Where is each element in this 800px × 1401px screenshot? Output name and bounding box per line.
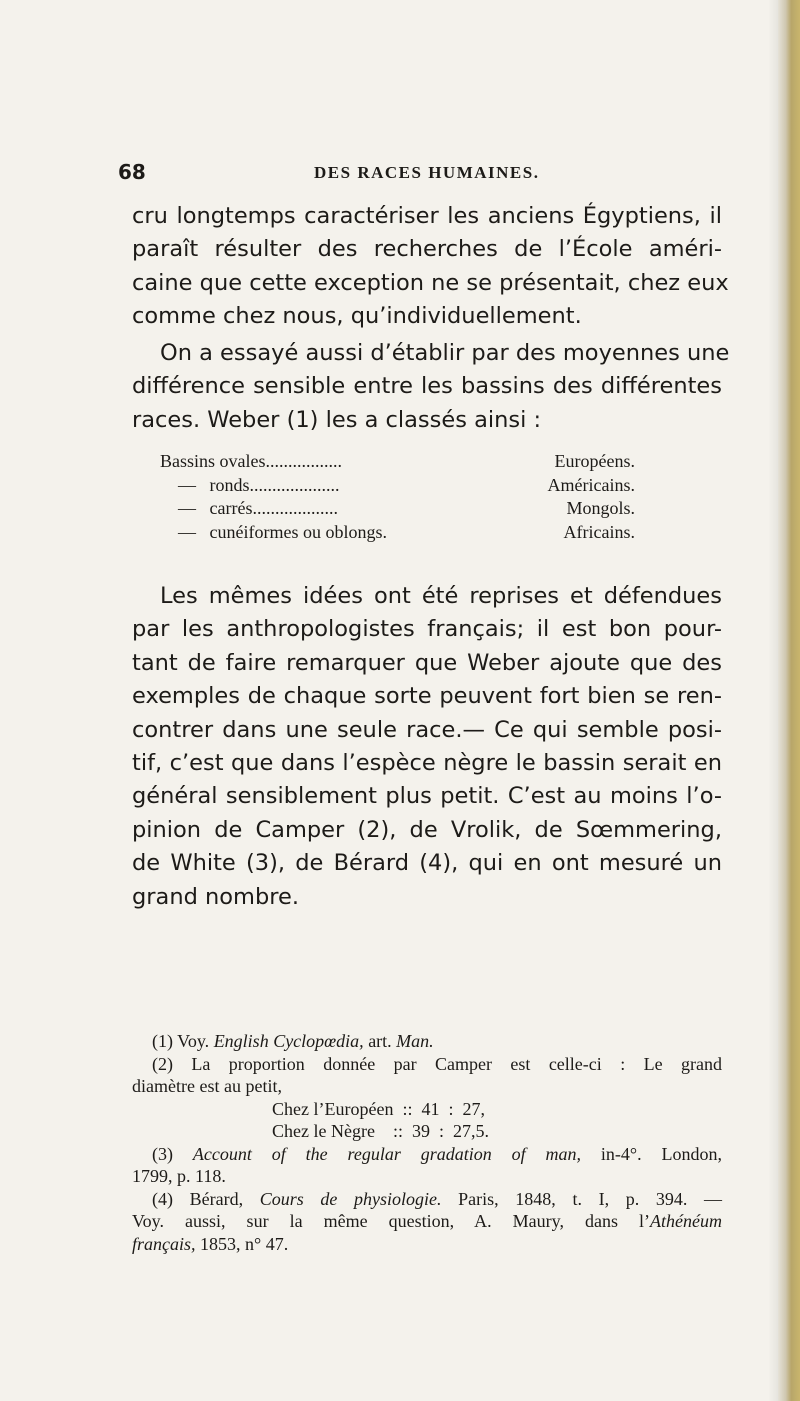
- paragraph-3: [132, 580, 722, 914]
- running-title: DES RACES HUMAINES.: [314, 163, 540, 182]
- classification-row: [160, 450, 635, 474]
- text-line: paraît résulter des recherches de l’École améri-: [132, 236, 722, 263]
- text-line: tant de faire remarquer que Weber ajoute que des: [132, 649, 722, 676]
- footnote-1: (1) Voy. English Cyclopœdia, art. Man.: [152, 1031, 434, 1051]
- footnote-2-line: diamètre est au petit,: [132, 1076, 282, 1096]
- footnote-4-line: Voy. aussi, sur la même question, A. Maury, dans l’Athénéum: [132, 1211, 722, 1231]
- footnote-3-line: 1799, p. 118.: [132, 1166, 226, 1186]
- text-line: général sensiblement plus petit. C’est au moins l’o-: [132, 783, 722, 810]
- text-line: cru longtemps caractériser les anciens Égyptiens, il: [132, 203, 722, 229]
- classification-value: Européens.: [554, 451, 635, 471]
- text-line: par les anthropologistes français; il est bon pour-: [132, 616, 722, 643]
- text-line: tif, c’est que dans l’espèce nègre le bassin serait en: [132, 750, 722, 777]
- classification-value: Mongols.: [566, 498, 635, 519]
- classification-row: [160, 474, 635, 498]
- pelvis-classification-table: [160, 450, 635, 545]
- footnotes: [132, 1030, 722, 1255]
- page-edge: [778, 0, 800, 1401]
- text-line: exemples de chaque sorte peuvent fort bien se ren-: [132, 683, 722, 710]
- text-line: caine que cette exception ne se présentait, chez eux: [132, 269, 729, 296]
- footnote-2: (2) La proportion donnée par Camper est celle-ci : Le grand: [152, 1053, 722, 1074]
- text-line: pinion de Camper (2), de Vrolik, de Sœmmering,: [132, 816, 722, 843]
- classification-row: [160, 497, 635, 521]
- text-line: comme chez nous, qu’individuellement.: [132, 303, 582, 330]
- paragraph-1: [132, 200, 729, 334]
- classification-value: Africains.: [563, 522, 635, 543]
- page-number: 68: [118, 160, 146, 184]
- page-shadow: [768, 0, 778, 1401]
- text-line: grand nombre.: [132, 883, 299, 910]
- footnote-4: (4) Bérard, Cours de physiologie. Paris, 1848, t. I, p. 394. —: [152, 1188, 723, 1209]
- footnote-2-line: Chez l’Européen :: 41 : 27,: [272, 1098, 485, 1119]
- text-line: On a essayé aussi d’établir par des moyennes une: [160, 340, 730, 366]
- text-line: Les mêmes idées ont été reprises et défendues: [160, 583, 722, 609]
- classification-label: — carrés...................: [160, 498, 338, 519]
- text-line: races. Weber (1) les a classés ainsi :: [132, 406, 542, 433]
- classification-label: — cunéiformes ou oblongs.: [160, 522, 387, 543]
- footnote-3: (3) Account of the regular gradation of man, in-4°. London,: [152, 1143, 722, 1164]
- paragraph-2: [132, 337, 730, 437]
- classification-value: Américains.: [547, 474, 635, 495]
- text-line: différence sensible entre les bassins des différentes: [132, 373, 722, 400]
- text-line: contrer dans une seule race.— Ce qui semble posi-: [132, 716, 722, 743]
- classification-label: — ronds....................: [160, 474, 340, 495]
- classification-label: Bassins ovales.................: [160, 451, 342, 471]
- page-header: [118, 160, 740, 190]
- text-line: de White (3), de Bérard (4), qui en ont mesuré un: [132, 850, 722, 877]
- footnote-4-line: français, 1853, n° 47.: [132, 1233, 289, 1254]
- footnote-2-line: Chez le Nègre :: 39 : 27,5.: [272, 1121, 489, 1141]
- classification-row: [160, 521, 635, 545]
